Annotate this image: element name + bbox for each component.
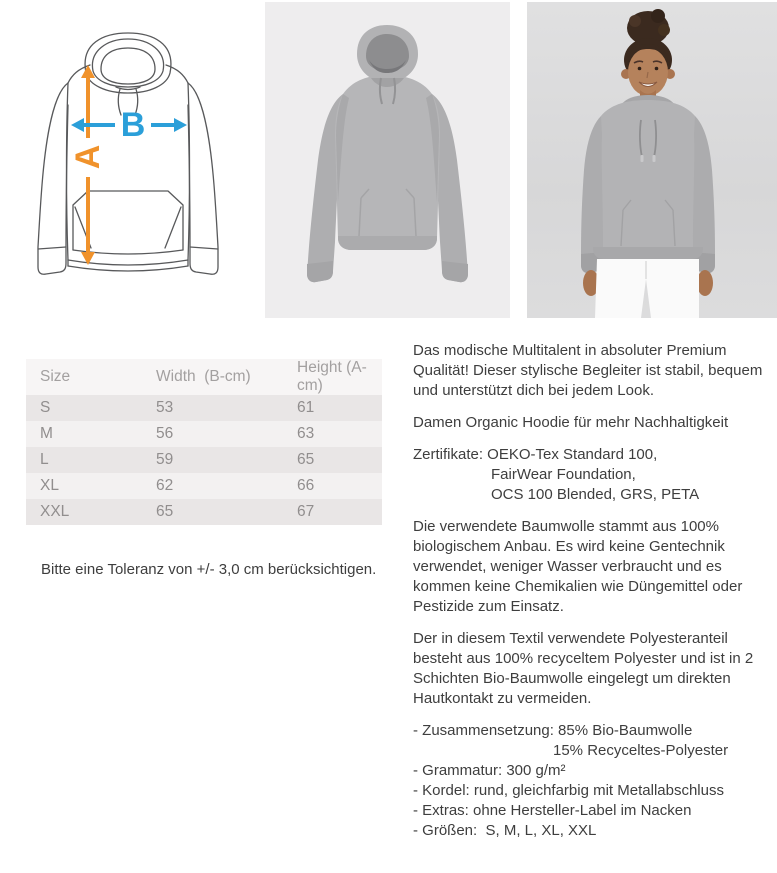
certificates-line-3: OCS 100 Blended, GRS, PETA <box>491 486 700 503</box>
tolerance-note: Bitte eine Toleranz von +/- 3,0 cm berücksichtigen. <box>41 561 377 578</box>
width-cell: 59 <box>142 447 283 473</box>
height-cell: 61 <box>283 395 382 421</box>
width-cell: 62 <box>142 473 283 499</box>
width-cell: 65 <box>142 499 283 525</box>
column-header-width: Width (B-cm) <box>142 359 283 395</box>
height-cell: 65 <box>283 447 382 473</box>
width-cell: 56 <box>142 421 283 447</box>
height-cell: 67 <box>283 499 382 525</box>
product-photo-model[interactable] <box>527 2 777 318</box>
gray-hoodie-photo-illustration <box>265 2 510 318</box>
description-subtitle: Damen Organic Hoodie für mehr Nachhaltigkeit <box>413 414 729 431</box>
product-description <box>413 341 773 841</box>
table-row-xxl <box>26 499 382 525</box>
size-cell: L <box>26 447 142 473</box>
size-cell: S <box>26 395 142 421</box>
spec-composition-line2: 15% Recyceltes-Polyester <box>553 742 729 759</box>
certificates-line-2: FairWear Foundation, <box>491 466 636 483</box>
certificates-block <box>413 445 773 505</box>
column-header-height: Height (A-cm) <box>283 359 382 395</box>
size-table <box>26 359 382 525</box>
size-cell: XXL <box>26 499 142 525</box>
table-row-s <box>26 395 382 421</box>
description-intro: Das modische Multitalent in absoluter Premium Qualität! Dieser stylische Begleiter ist stabil, bequem und unterstützt dich bei jedem Look. <box>413 342 763 399</box>
size-table-header-row <box>26 359 382 395</box>
hoodie-outline-illustration <box>28 25 228 287</box>
column-header-size: Size <box>26 359 142 395</box>
description-cotton: Die verwendete Baumwolle stammt aus 100% biologischem Anbau. Es wird keine Gentechnik verwendet, weniger Wasser verbraucht und es kommen keine Chemikalien wie Düngemittel oder Pestizide zum Einsatz. <box>413 518 743 615</box>
height-arrow-a <box>69 65 107 265</box>
measurement-diagram <box>28 25 228 287</box>
spec-kordel: - Kordel: rund, gleichfarbig mit Metallabschluss <box>413 782 724 799</box>
product-photo-flat[interactable] <box>265 2 510 318</box>
height-label-a: A <box>69 144 107 170</box>
table-row-m <box>26 421 382 447</box>
spec-list <box>413 721 773 841</box>
height-cell: 66 <box>283 473 382 499</box>
width-cell: 53 <box>142 395 283 421</box>
width-label-b: B <box>120 106 146 144</box>
certificates-line-1: Zertifikate: OEKO-Tex Standard 100, <box>413 446 658 463</box>
model-wearing-hoodie-illustration <box>527 2 777 318</box>
size-cell: XL <box>26 473 142 499</box>
description-polyester: Der in diesem Textil verwendete Polyesteranteil besteht aus 100% recyceltem Polyester und ist in 2 Schichten Bio-Baumwolle eingelegt um direkten Hautkontakt zu vermeiden. <box>413 630 754 707</box>
spec-grammatur: - Grammatur: 300 g/m² <box>413 762 566 779</box>
table-row-l <box>26 447 382 473</box>
hoodie-outline-drawing <box>38 33 218 274</box>
size-cell: M <box>26 421 142 447</box>
spec-extras: - Extras: ohne Hersteller-Label im Nacken <box>413 802 692 819</box>
table-row-xl <box>26 473 382 499</box>
model-hand-right <box>697 270 713 296</box>
model-pants <box>595 259 699 318</box>
spec-groessen: - Größen: S, M, L, XL, XXL <box>413 822 597 839</box>
model-hoodie <box>581 95 715 273</box>
spec-composition: - Zusammensetzung: 85% Bio-Baumwolle <box>413 722 693 739</box>
height-cell: 63 <box>283 421 382 447</box>
